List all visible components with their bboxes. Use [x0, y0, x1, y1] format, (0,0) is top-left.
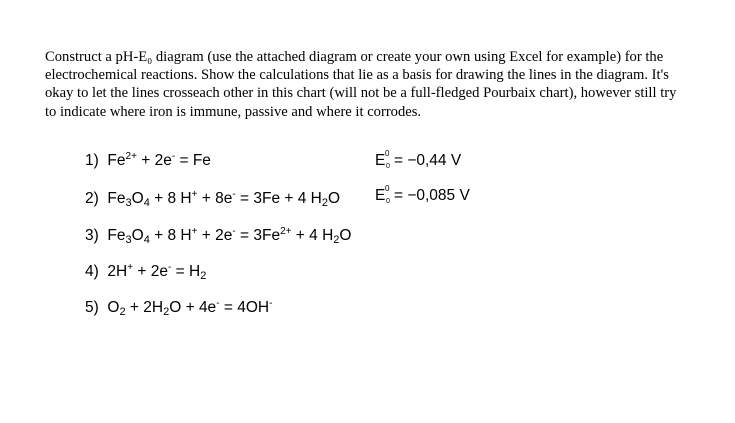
reaction-2-potential: E 0 0 = −0,085 V	[375, 184, 470, 205]
reaction-number: 4)	[85, 263, 99, 280]
reaction-number: 5)	[85, 299, 99, 316]
reaction-number: 3)	[85, 227, 99, 244]
reaction-3: 3) $Fe_3O_4 + 8$ $H^+ + 2e^- = 3Fe^{2+} + 4$ $H_2O$	[85, 226, 352, 246]
standard-potential-symbol: E 0 0	[375, 149, 390, 170]
reaction-number: 1)	[85, 152, 99, 169]
reaction-number: 2)	[85, 190, 99, 207]
reaction-5: 5) $O_2 + 2H_2O + 4e^- = 4OH^-$	[85, 298, 273, 318]
reaction-4: 4) $2H^+ + 2e^- = H_2$	[85, 262, 207, 282]
reaction-1-potential: E 0 0 = −0,44 V	[375, 149, 462, 170]
standard-potential-symbol: E 0 0	[375, 184, 390, 205]
problem-statement: Construct a pH-E₀ diagram (use the attached diagram or create your own using Excel for example) for the electrochemical reactions. Show the calculations that lie as a basis for drawing the lines in the diagram. It's okay to let the lines crosseach other in this chart (will not be a full-fledged Pourbaix chart), however still try to indicate where iron is immune, passive and where it corrodes.	[45, 49, 677, 120]
reaction-1: 1) $Fe^{2+} + 2e^- = Fe$	[85, 151, 211, 169]
reaction-2: 2) $Fe_3O_4 + 8$ H+ + 8e- = 3Fe + 4 $H_2O$	[85, 189, 341, 209]
